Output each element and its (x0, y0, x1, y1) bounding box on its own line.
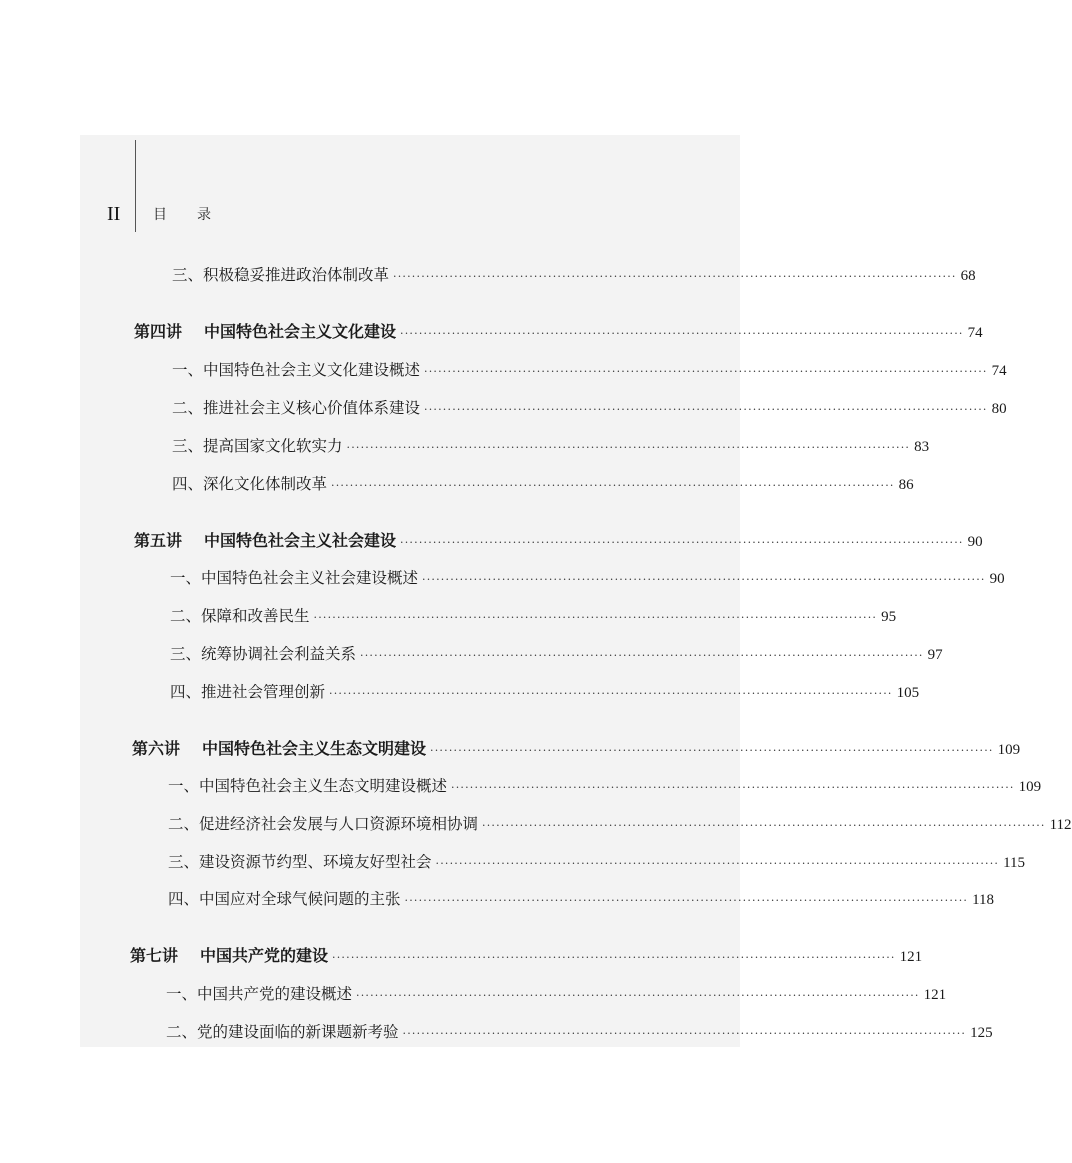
dot-leader: ························································································································ (402, 1027, 967, 1040)
toc-section-row[interactable] (170, 642, 943, 668)
section-title: 二、推进社会主义核心价值体系建设 (172, 399, 421, 417)
page-ref: 80 (991, 401, 1007, 417)
page-ref: 90 (967, 534, 983, 550)
chapter-heading (130, 944, 328, 968)
chapter-title: 中国特色社会主义文化建设 (204, 322, 397, 341)
chapter-title: 中国特色社会主义生态文明建设 (202, 739, 427, 758)
page-ref: 74 (991, 363, 1007, 379)
section-title: 一、中国特色社会主义社会建设概述 (170, 569, 419, 587)
page-ref: 115 (1003, 855, 1026, 871)
dot-leader: ························································································································ (313, 611, 878, 624)
chapter-number: 第五讲 (134, 531, 183, 550)
dot-leader: ························································································································ (393, 270, 957, 283)
page-ref: 105 (896, 685, 920, 701)
toc-section-row[interactable] (170, 566, 1005, 592)
header-divider (135, 140, 136, 232)
dot-leader: ························································································································ (430, 744, 994, 757)
page-number: II (107, 203, 121, 225)
dot-leader: ························································································································ (482, 819, 1046, 832)
page-header (0, 0, 822, 240)
page-ref: 118 (972, 892, 995, 908)
toc-chapter-row[interactable] (134, 529, 983, 555)
toc-chapter-row[interactable] (132, 737, 1021, 763)
section-title: 四、中国应对全球气候问题的主张 (168, 890, 401, 908)
dot-leader: ························································································································ (435, 857, 1000, 870)
page-ref: 86 (898, 477, 914, 493)
page-ref: 109 (997, 742, 1021, 758)
dot-leader: ························································································································ (424, 403, 988, 416)
section-title: 三、统筹协调社会利益关系 (170, 645, 357, 663)
toc-section-row[interactable] (172, 263, 976, 289)
toc-section-row[interactable] (166, 1020, 993, 1046)
toc-chapter-row[interactable] (134, 320, 983, 346)
section-title: 四、推进社会管理创新 (170, 683, 326, 701)
chapter-heading (134, 529, 396, 553)
dot-leader: ························································································································ (404, 894, 969, 907)
toc-section-row[interactable] (172, 472, 914, 498)
toc-section-row[interactable] (168, 850, 1026, 876)
section-title: 三、建设资源节约型、环境友好型社会 (168, 853, 432, 871)
dot-leader: ························································································································ (400, 327, 964, 340)
header-title: 目录 (153, 207, 241, 223)
section-title: 三、提高国家文化软实力 (172, 437, 343, 455)
page-ref: 97 (927, 647, 943, 663)
page-ref: 74 (967, 325, 983, 341)
page-ref: 109 (1018, 779, 1042, 795)
dot-leader: ························································································································ (451, 781, 1015, 794)
dot-leader: ························································································································ (360, 649, 924, 662)
toc-section-row[interactable] (168, 887, 995, 913)
section-title: 四、深化文化体制改革 (172, 475, 328, 493)
chapter-title: 中国共产党的建设 (200, 946, 329, 965)
toc-section-row[interactable] (168, 774, 1042, 800)
chapter-title: 中国特色社会主义社会建设 (204, 531, 397, 550)
section-title: 一、中国共产党的建设概述 (166, 985, 353, 1003)
dot-leader: ························································································································ (400, 536, 964, 549)
dot-leader: ························································································································ (332, 951, 896, 964)
dot-leader: ························································································································ (329, 687, 893, 700)
toc-section-row[interactable] (172, 434, 930, 460)
dot-leader: ························································································································ (424, 365, 988, 378)
dot-leader: ························································································································ (422, 573, 986, 586)
chapter-heading (132, 737, 426, 761)
page-ref: 125 (970, 1025, 993, 1041)
toc-section-row[interactable] (170, 604, 897, 630)
chapter-number: 第四讲 (134, 322, 183, 341)
page-ref: 83 (914, 439, 930, 455)
dot-leader: ························································································································ (346, 441, 911, 454)
page-ref: 112 (1049, 817, 1072, 833)
page-ref: 95 (881, 609, 897, 625)
section-title: 一、中国特色社会主义生态文明建设概述 (168, 777, 448, 795)
toc-section-row[interactable] (166, 982, 947, 1008)
dot-leader: ························································································································ (331, 479, 895, 492)
page-ref: 90 (989, 571, 1005, 587)
toc-section-row[interactable] (172, 358, 1007, 384)
chapter-number: 第七讲 (130, 946, 179, 965)
chapter-number: 第六讲 (132, 739, 181, 758)
section-title: 三、积极稳妥推进政治体制改革 (172, 266, 390, 284)
section-title: 二、保障和改善民生 (170, 607, 310, 625)
toc-chapter-row[interactable] (130, 944, 923, 970)
page-ref: 121 (923, 987, 947, 1003)
toc-section-row[interactable] (170, 680, 920, 706)
section-title: 二、党的建设面临的新课题新考验 (166, 1023, 399, 1041)
toc-section-row[interactable] (172, 396, 1007, 422)
toc-section-row[interactable] (168, 812, 1072, 838)
page-ref: 68 (960, 268, 976, 284)
section-title: 二、促进经济社会发展与人口资源环境相协调 (168, 815, 479, 833)
section-title: 一、中国特色社会主义文化建设概述 (172, 361, 421, 379)
page-ref: 121 (899, 949, 923, 965)
chapter-heading (134, 320, 396, 344)
dot-leader: ························································································································ (356, 989, 920, 1002)
